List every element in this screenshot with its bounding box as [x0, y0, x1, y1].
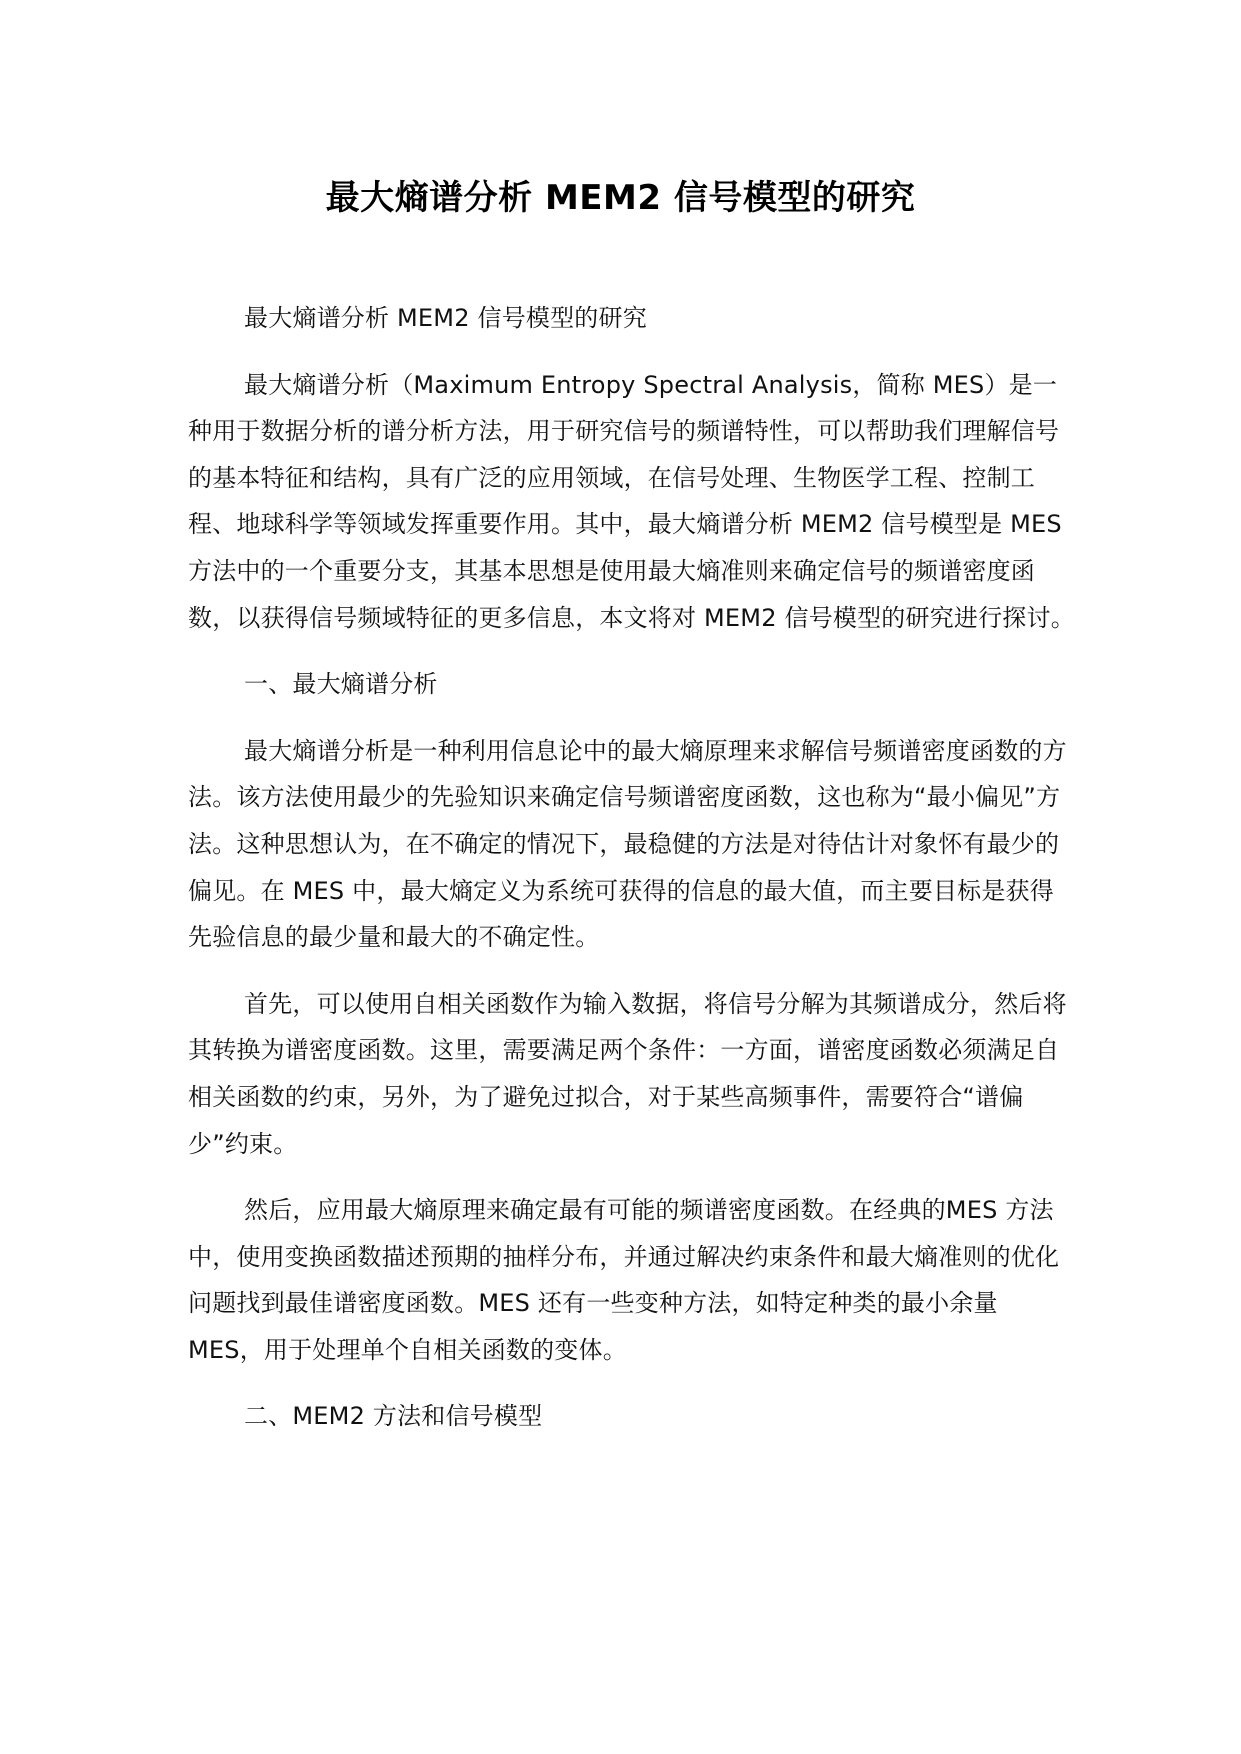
intro-paragraph: 最大熵谱分析（Maximum Entropy Spectral Analysis，简称 MES）是一种用于数据分析的谱分析方法，用于研究信号的频谱特性，可以帮助我们理解信号的基本特征和结构，具有广泛的应用领域，在信号处理、生物医学工程、控制工程、地球科学等领域发挥重要作用。其中，最大熵谱分析 MEM2 信号模型是 MES 方法中的一个重要分支，其基本思想是使用最大熵准则来确定信号的频谱密度函数，以获得信号频域特征的更多信息，本文将对 MEM2 信号模型的研究进行探讨。: [188, 370, 1075, 632]
section-heading-1: 一、最大熵谱分析: [244, 670, 438, 699]
section-heading-2: 二、MEM2 方法和信号模型: [244, 1402, 543, 1431]
mes-definition-paragraph: 最大熵谱分析是一种利用信息论中的最大熵原理来求解信号频谱密度函数的方法。该方法使用最少的先验知识来确定信号频谱密度函数，这也称为“最小偏见”方法。这种思想认为，在不确定的情况下，最稳健的方法是对待估计对象怀有最少的偏见。在 MES 中，最大熵定义为系统可获得的信息的最大值，而主要目标是获得先验信息的最少量和最大的不确定性。: [188, 736, 1067, 952]
max-entropy-principle-paragraph: 然后，应用最大熵原理来确定最有可能的频谱密度函数。在经典的MES 方法中，使用变换函数描述预期的抽样分布，并通过解决约束条件和最大熵准则的优化问题找到最佳谱密度函数。MES 还有一些变种方法，如特定种类的最小余量 MES，用于处理单个自相关函数的变体。: [188, 1196, 1060, 1364]
document-title: 最大熵谱分析 MEM2 信号模型的研究: [325, 178, 916, 218]
autocorrelation-paragraph: 首先，可以使用自相关函数作为输入数据，将信号分解为其频谱成分，然后将其转换为谱密度函数。这里，需要满足两个条件：一方面，谱密度函数必须满足自相关函数的约束，另外，为了避免过拟合，对于某些高频事件，需要符合“谱偏少”约束。: [188, 989, 1067, 1158]
subtitle-paragraph: 最大熵谱分析 MEM2 信号模型的研究: [244, 304, 647, 332]
document-body: [188, 295, 1078, 1460]
